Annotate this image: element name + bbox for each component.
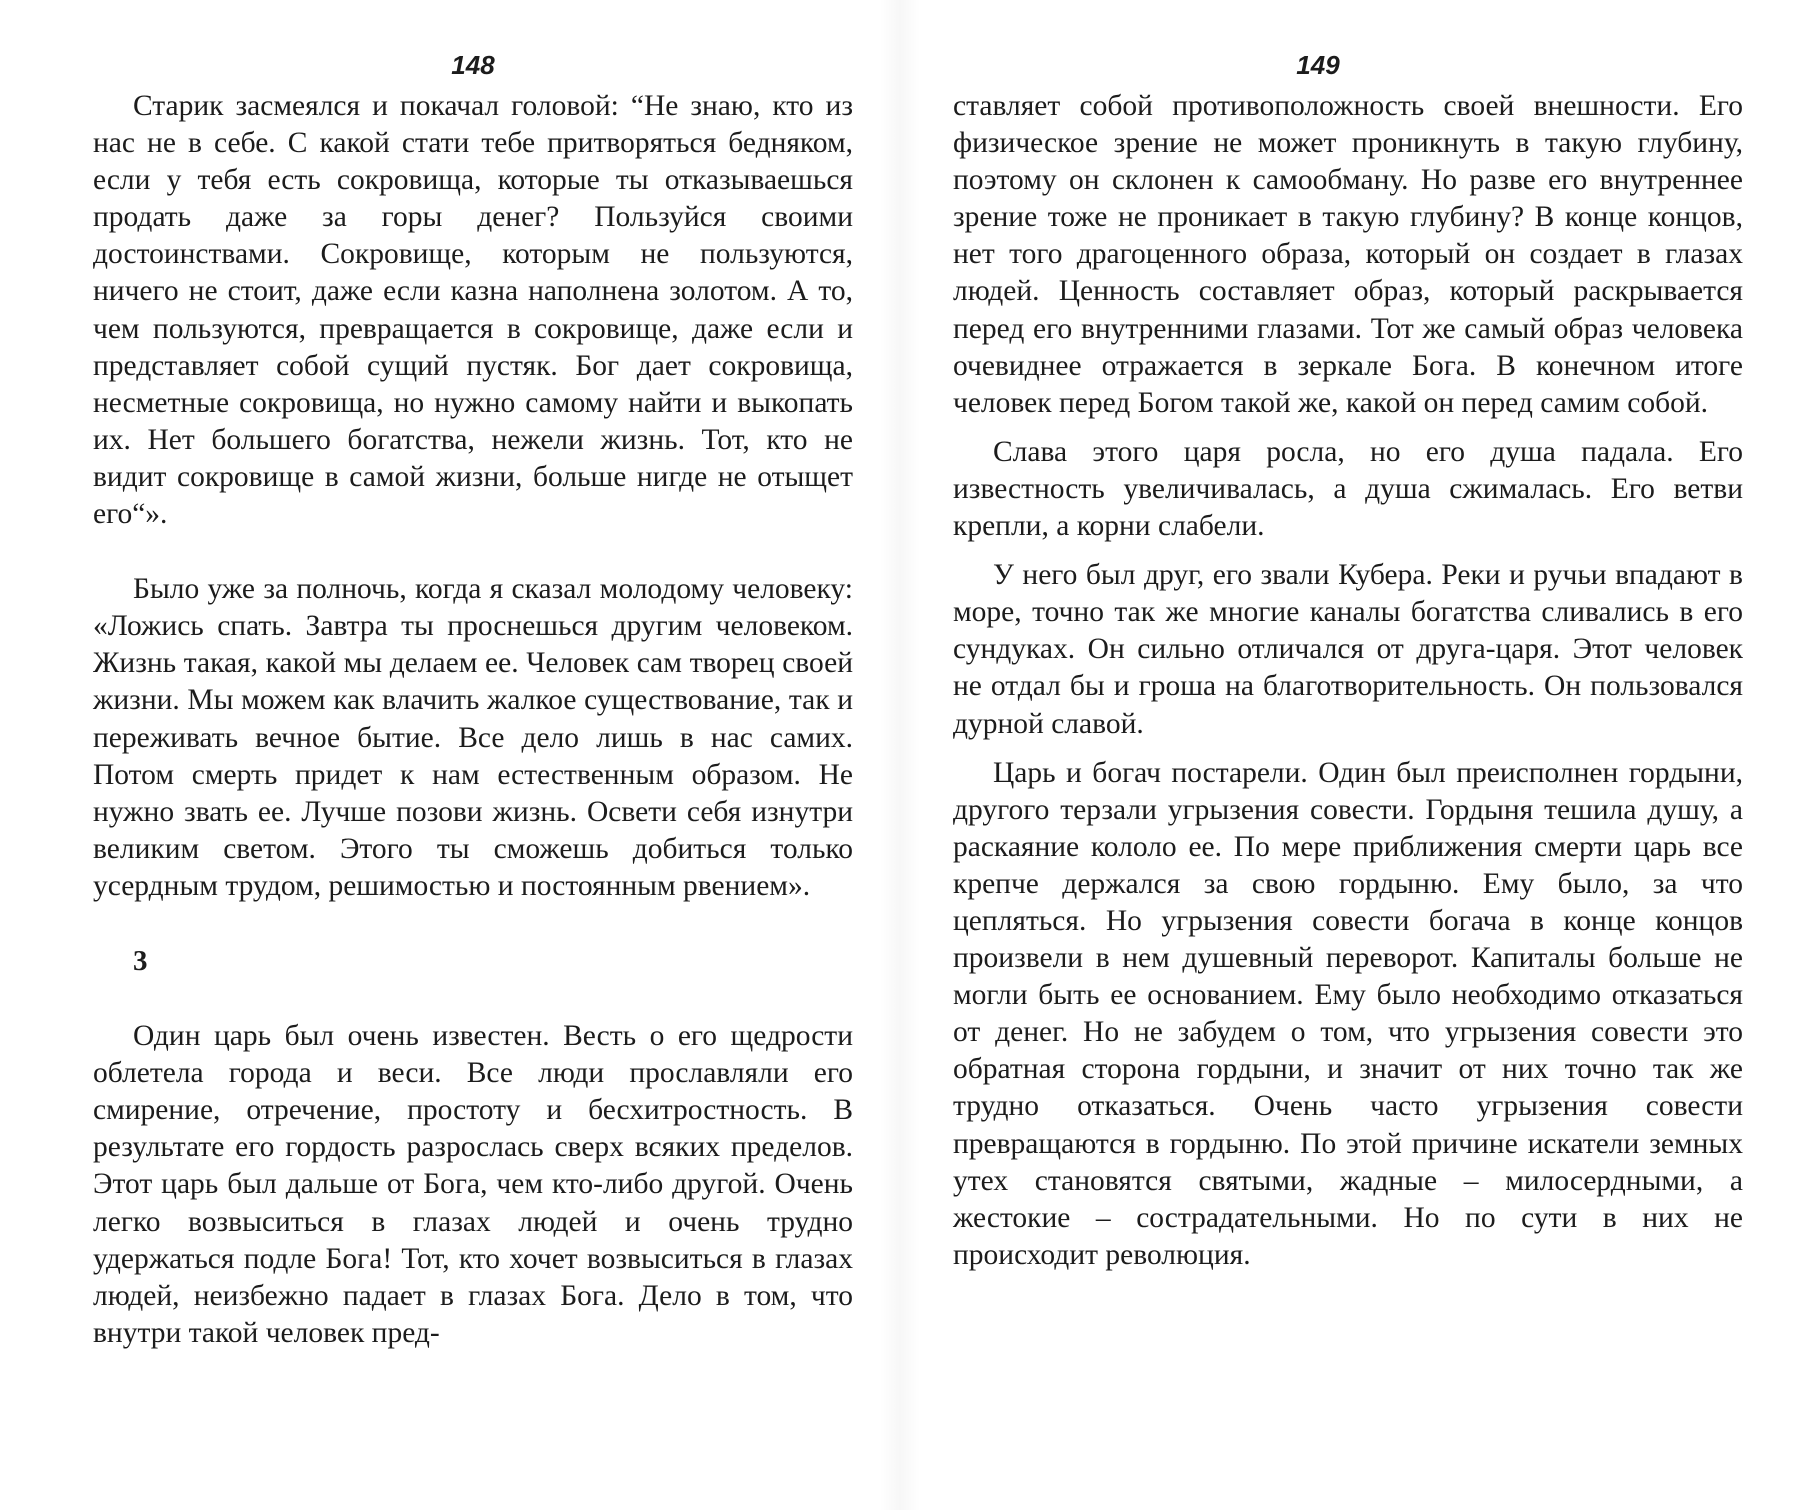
book-spine [880,0,920,1510]
section-number: 3 [133,944,148,977]
paragraph: Старик засмеялся и покачал головой: “Не знаю, кто из нас не в себе. С какой стати тебе притворяться бедняком, если у тебя есть сокровища, которые ты отказываешься продать даже за горы денег? Пользуйся своими достоинствами. Сокровище, которым не пользуются, ничего не стоит, даже если казна наполнена золотом. А то, чем пользуются, превращается в сокровище, даже если и представляет собой сущий пустяк. Бог дает сокровища, несметные сокровища, но нужно самому найти и выкопать их. Нет большего богатства, нежели жизнь. Тот, кто не видит сокровище в самой жизни, больше нигде не отыщет его“». [93,90,853,531]
page-body [93,88,853,1352]
page-body [953,88,1743,1274]
paragraph: Царь и богач постарели. Один был преисполнен гордыни, другого терзали угрызения совести. Гордыня тешила душу, а раскаяние кололо ее. По мере приближения смерти царь все крепче держался за свою гордыню. Ему было, за что цепляться. Но угрызения совести богача в конце концов произвели в нем душевный переворот. Капиталы больше не могли быть ее основанием. Ему было необходимо отказаться от денег. Но не забудем о том, что угрызения совести это обратная сторона гордыни, и значит от них точно так же трудно отказаться. Очень часто угрызения совести превращаются в гордыню. По этой причине искатели земных утех становятся святыми, жадные – милосердными, а жестокие – сострадательными. Но по сути в них не происходит революция. [953,756,1743,1271]
paragraph: У него был друг, его звали Кубера. Реки и ручьи впадают в море, точно так же многие каналы богатства сливались в его сундуках. Он сильно отличался от друга-царя. Этот человек не отдал бы и гроша на благотворительность. Он пользовался дурной славой. [953,559,1743,740]
page-number: 148 [451,50,495,80]
page-number: 149 [1296,50,1340,80]
paragraph: Слава этого царя росла, но его душа падала. Его известность увеличивалась, а душа сжималась. Его ветви крепли, а корни слабели. [953,435,1743,543]
paragraph: Один царь был очень известен. Весть о его щедрости облетела города и веси. Все люди прославляли его смирение, отречение, простоту и бесхитростность. В результате его гордость разрослась сверх всяких пределов. Этот царь был дальше от Бога, чем кто-либо другой. Очень легко возвыситься в глазах людей и очень трудно удержаться подле Бога! Тот, кто хочет возвыситься в глазах людей, неизбежно падает в глазах Бога. Дело в том, что внутри такой человек пред- [93,1020,853,1349]
paragraph: Было уже за полночь, когда я сказал молодому человеку: «Ложись спать. Завтра ты проснешься другим человеком. Жизнь такая, какой мы делаем ее. Человек сам творец своей жизни. Мы можем как влачить жалкое существование, так и переживать вечное бытие. Все дело лишь в нас самих. Потом смерть придет к нам естественным образом. Не нужно звать ее. Лучше позови жизнь. Освети себя изнутри великим светом. Этого ты сможешь добиться только усердным трудом, решимостью и постоянным рвением». [93,573,853,902]
paragraph: ставляет собой противоположность своей внешности. Его физическое зрение не может проникнуть в такую глубину, поэтому он склонен к самообману. Но разве его внутреннее зрение тоже не проникает в такую глубину? В конце концов, нет того драгоценного образа, который он создает в глазах людей. Ценность составляет образ, который раскрывается перед его внутренними глазами. Тот же самый образ человека очевиднее отражается в зеркале Бога. В конечном итоге человек перед Богом такой же, какой он перед самим собой. [953,90,1743,419]
